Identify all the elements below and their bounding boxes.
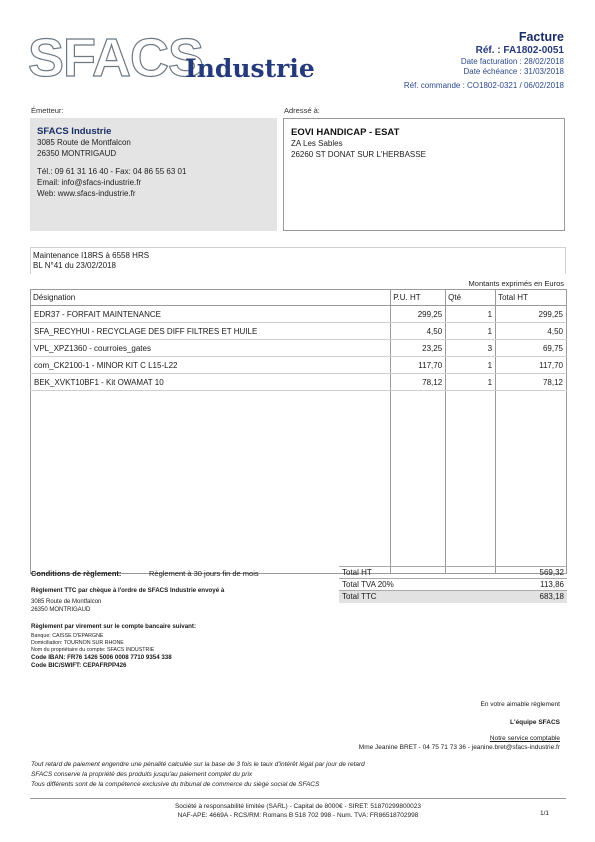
currency-note: Montants exprimés en Euros — [468, 279, 564, 288]
bic-code: Code BIC/SWIFT: CEPAFRPP426 — [31, 662, 127, 669]
conditions-label: Conditions de règlement: — [31, 569, 122, 578]
sender-name: SFACS Industrie — [37, 126, 112, 137]
items-table — [30, 289, 567, 574]
row-unit-price: 23,25 — [391, 340, 446, 357]
row-total: 4,50 — [496, 323, 567, 340]
row-designation: VPL_XPZ1360 - courroies_gates — [31, 340, 391, 357]
recipient-box — [283, 118, 565, 231]
invoice-title: Facture — [518, 30, 564, 44]
sender-address-line2: 26350 MONTRIGAUD — [37, 149, 117, 158]
page-footer — [30, 798, 566, 820]
legal-line2: SFACS conserve la propriété des produits jusqu'au paiement complet du prix — [31, 771, 253, 778]
table-row — [31, 374, 567, 391]
table-row — [31, 340, 567, 357]
sender-email: Email: info@sfacs-industrie.fr — [37, 178, 142, 187]
total-ttc-value: 683,18 — [488, 591, 567, 603]
table-row — [31, 357, 567, 374]
row-total: 299,25 — [496, 306, 567, 323]
table-header-row — [31, 290, 567, 306]
total-tva-label: Total TVA 20% — [339, 579, 488, 591]
closing-greeting: En votre aimable règlement — [480, 701, 560, 708]
table-empty-space — [31, 391, 567, 574]
table-row — [31, 323, 567, 340]
transfer-payment-info — [31, 623, 196, 670]
recipient-address-line2: 26260 ST DONAT SUR L'HERBASSE — [291, 150, 426, 159]
cheque-address-line2: 26350 MONTRIGAUD — [31, 607, 91, 613]
row-total: 78,12 — [496, 374, 567, 391]
row-quantity: 1 — [446, 374, 496, 391]
page-number: 1/1 — [539, 810, 549, 817]
transfer-title: Règlement par virement sur le compte bancaire suivant: — [31, 623, 197, 630]
accounting-service: Notre service comptable — [489, 735, 560, 742]
footer-line1: Société à responsabilité limitée (SARL) - Capital de 8000€ - SIRET: 51870299800023 — [174, 803, 422, 810]
total-ttc-row — [339, 591, 567, 603]
payment-conditions — [31, 569, 259, 578]
footer-line2: NAF-APE: 4669A - RCS/RM: Romans B 518 702 998 - Num. TVA: FR86518702998 — [177, 812, 419, 819]
header-total: Total HT — [496, 290, 567, 306]
row-quantity: 1 — [446, 357, 496, 374]
bank-name: Banque: CAISSE D'EPARGNE — [31, 633, 104, 639]
invoice-reference: Réf. : FA1802-0051 — [475, 45, 564, 56]
account-owner: Nom du propriétaire du compte: SFACS INDUSTRIE — [31, 647, 155, 653]
row-designation: com_CK2100-1 - MINOR KIT C L15-L22 — [31, 357, 391, 374]
row-quantity: 1 — [446, 306, 496, 323]
invoice-subject — [30, 247, 566, 274]
total-tva-value: 113,86 — [488, 579, 567, 591]
row-unit-price: 4,50 — [391, 323, 446, 340]
row-total: 117,70 — [496, 357, 567, 374]
total-ht-label: Total HT — [339, 567, 488, 579]
legal-notes — [31, 760, 365, 790]
sender-label: Émetteur: — [31, 106, 64, 115]
row-unit-price: 117,70 — [391, 357, 446, 374]
total-ht-value: 569,32 — [488, 567, 567, 579]
row-total: 69,75 — [496, 340, 567, 357]
recipient-address-line1: ZA Les Sables — [291, 139, 343, 148]
header-designation: Désignation — [31, 290, 391, 306]
bank-domiciliation: Domiciliation: TOURNON SUR RHONE — [31, 640, 124, 646]
row-designation: BEK_XVKT10BF1 - Kit OWAMAT 10 — [31, 374, 391, 391]
row-unit-price: 299,25 — [391, 306, 446, 323]
row-designation: EDR37 - FORFAIT MAINTENANCE — [31, 306, 391, 323]
row-quantity: 3 — [446, 340, 496, 357]
cheque-address-line1: 3085 Route de Montfalcon — [31, 599, 102, 605]
order-reference: Réf. commande : CO1802-0321 / 06/02/2018 — [403, 81, 564, 90]
recipient-label: Adressé à: — [284, 106, 320, 115]
invoice-header — [404, 30, 564, 91]
totals-table — [339, 566, 567, 603]
sender-box — [30, 118, 277, 231]
sender-address-line1: 3085 Route de Montfalcon — [37, 138, 131, 147]
total-ht-row — [339, 567, 567, 579]
total-ttc-label: Total TTC — [339, 591, 488, 603]
iban-code: Code IBAN: FR76 1426 5006 0008 7710 9354 338 — [31, 654, 172, 661]
cheque-payment-info — [31, 587, 224, 614]
invoice-date: Date facturation : 28/02/2018 — [460, 57, 564, 66]
subject-line2: BL N°41 du 23/02/2018 — [33, 261, 116, 270]
sender-phone: Tél.: 09 61 31 16 40 - Fax: 04 86 55 63 01 — [37, 167, 187, 176]
subject-line1: Maintenance I18RS à 6558 HRS — [33, 251, 150, 260]
logo-sfacs-text: SFACS — [28, 28, 204, 88]
row-designation: SFA_RECYHUI - RECYCLAGE DES DIFF FILTRES ET HUILE — [31, 323, 391, 340]
accounting-contact: Mme Jeanine BRET - 04 75 71 73 36 - jeanine.bret@sfacs-industrie.fr — [358, 744, 560, 751]
sender-website: Web: www.sfacs-industrie.fr — [37, 189, 136, 198]
table-row — [31, 306, 567, 323]
row-quantity: 1 — [446, 323, 496, 340]
invoice-due-date: Date échéance : 31/03/2018 — [463, 67, 564, 76]
team-signature: L'équipe SFACS — [510, 719, 560, 726]
header-quantity: Qté — [446, 290, 496, 306]
recipient-name: EOVI HANDICAP - ESAT — [291, 127, 400, 138]
total-tva-row — [339, 579, 567, 591]
cheque-title: Règlement TTC par chèque à l'ordre de SFACS Industrie envoyé à — [31, 587, 225, 594]
conditions-value: Règlement à 30 jours fin de mois — [149, 569, 259, 578]
header-unit-price: P.U. HT — [391, 290, 446, 306]
company-logo — [28, 30, 328, 90]
row-unit-price: 78,12 — [391, 374, 446, 391]
legal-line3: Tous différents sont de la compétence exclusive du tribunal de commerce du siège social de SFACS — [31, 781, 320, 788]
logo-industrie-text: Industrie — [185, 54, 315, 83]
legal-line1: Tout retard de paiement engendre une pénalité calculée sur la base de 3 fois le taux d'intérêt légal par jour de retard — [31, 761, 365, 768]
